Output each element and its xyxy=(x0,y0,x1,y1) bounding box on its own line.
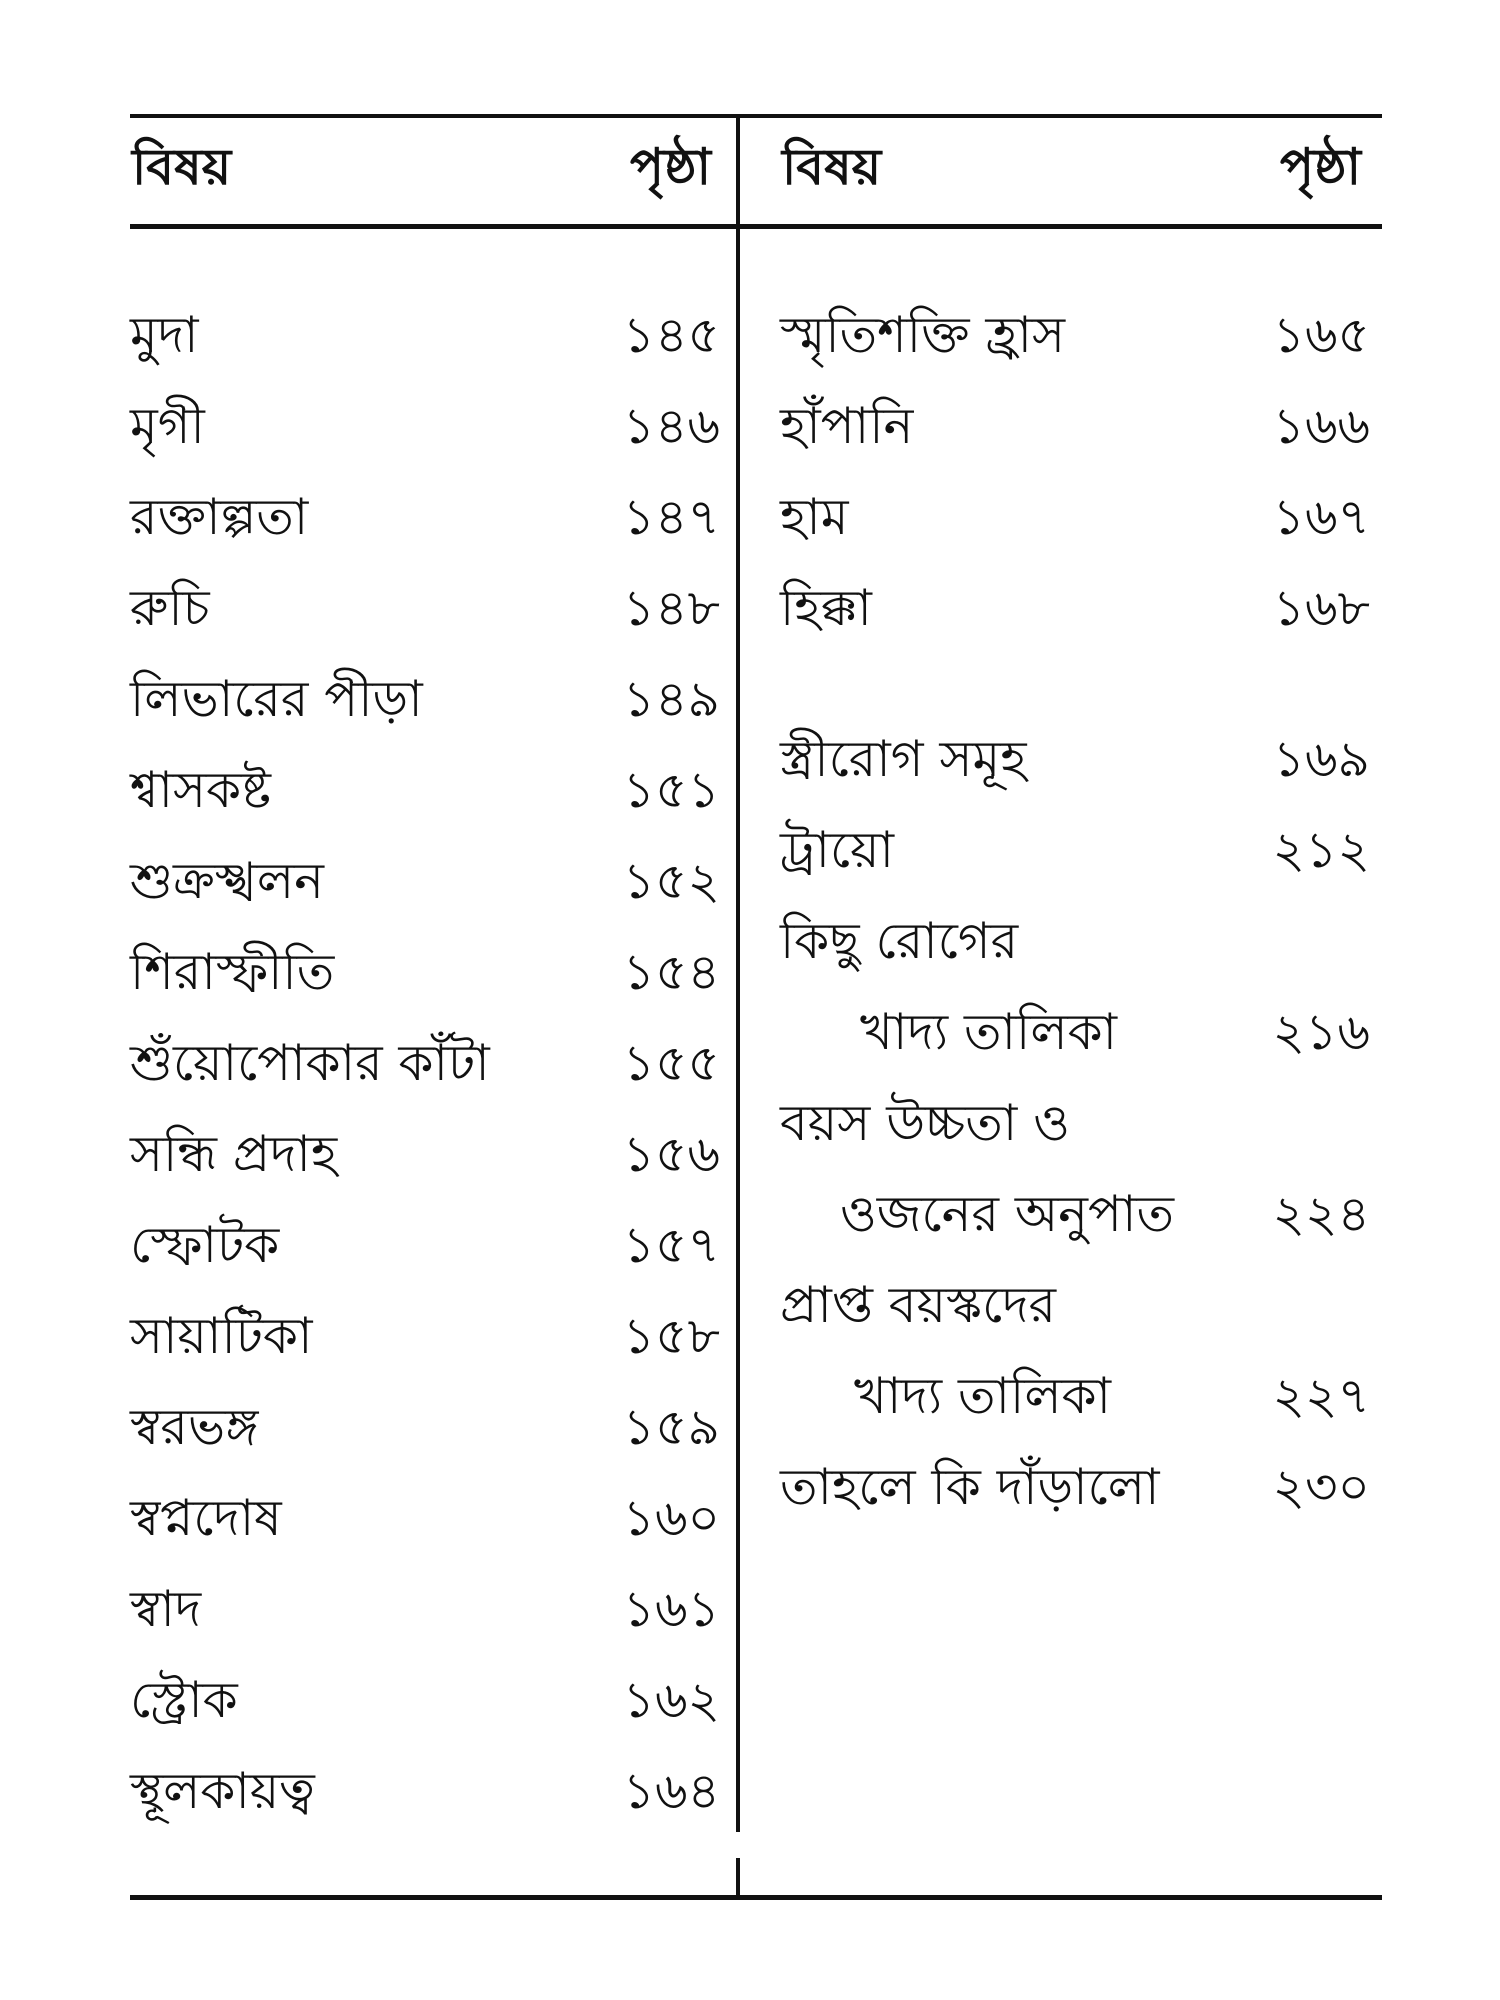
entry-page: ২১৬ xyxy=(1272,1003,1370,1061)
entry-page: ১৬৯ xyxy=(1272,730,1370,788)
toc-entry xyxy=(780,1270,1370,1361)
entry-page: ১৫৮ xyxy=(622,1307,720,1365)
toc-entry xyxy=(130,1665,720,1756)
entry-subject: ওজনের অনুপাত xyxy=(840,1185,1174,1243)
entry-subject: লিভারের পীড়া xyxy=(130,670,423,728)
entry-page: ২২৭ xyxy=(1272,1367,1370,1425)
column-divider-stub xyxy=(736,1858,740,1898)
entry-page: ১৬৭ xyxy=(1272,488,1370,546)
right-column xyxy=(780,300,1370,1543)
entry-subject: স্বাদ xyxy=(130,1580,202,1638)
column-divider xyxy=(736,114,740,1832)
toc-entry xyxy=(780,482,1370,573)
top-rule xyxy=(130,114,1382,118)
entry-page: ১৬২ xyxy=(622,1671,720,1729)
entry-page: ১৪৫ xyxy=(622,306,720,364)
toc-entry xyxy=(780,1179,1370,1270)
entry-subject: স্থূলকায়ত্ব xyxy=(130,1762,315,1820)
toc-entry xyxy=(130,1574,720,1665)
entry-subject: বয়স উচ্চতা ও xyxy=(780,1094,1070,1152)
entry-page: ১৪৭ xyxy=(622,488,720,546)
toc-entry xyxy=(780,391,1370,482)
entry-page: ১৬৬ xyxy=(1272,397,1370,455)
entry-page: ১৫১ xyxy=(622,761,720,819)
entry-page: ১৬১ xyxy=(622,1580,720,1638)
entry-subject: শুঁয়োপোকার কাঁটা xyxy=(130,1034,490,1092)
entry-subject: স্ট্রোক xyxy=(130,1671,238,1729)
entry-subject: স্বপ্নদোষ xyxy=(130,1489,282,1547)
entry-subject: কিছু রোগের xyxy=(780,912,1019,970)
toc-entry xyxy=(780,997,1370,1088)
toc-entry xyxy=(780,1361,1370,1452)
toc-entry xyxy=(780,815,1370,906)
right-subject-heading: বিষয় xyxy=(782,138,882,196)
toc-entry xyxy=(130,755,720,846)
entry-page: ১৪৯ xyxy=(622,670,720,728)
toc-entry xyxy=(780,1088,1370,1179)
toc-entry xyxy=(780,1452,1370,1543)
entry-subject: হিক্কা xyxy=(780,579,872,637)
entry-subject: তাহলে কি দাঁড়ালো xyxy=(780,1458,1160,1516)
entry-page: ১৫৬ xyxy=(622,1125,720,1183)
entry-subject: শিরাস্ফীতি xyxy=(130,943,335,1001)
entry-subject: শুক্রস্খলন xyxy=(130,852,324,910)
toc-entry xyxy=(130,1756,720,1847)
toc-entry xyxy=(130,846,720,937)
toc-entry xyxy=(130,573,720,664)
left-column xyxy=(130,300,720,1847)
toc-entry xyxy=(130,1210,720,1301)
header-rule xyxy=(130,224,1382,229)
toc-entry xyxy=(130,664,720,755)
entry-subject: স্বরভঙ্গ xyxy=(130,1398,259,1456)
toc-entry xyxy=(130,300,720,391)
entry-page: ১৫৪ xyxy=(622,943,720,1001)
toc-entry xyxy=(130,1483,720,1574)
entry-page: ২২৪ xyxy=(1272,1185,1370,1243)
toc-entry xyxy=(780,906,1370,997)
entry-page: ১৬৫ xyxy=(1272,306,1370,364)
entry-subject: স্ত্রীরোগ সমূহ xyxy=(780,730,1027,788)
entry-subject: খাদ্য তালিকা xyxy=(854,1367,1112,1425)
entry-page: ১৪৬ xyxy=(622,397,720,455)
entry-page: ১৫৭ xyxy=(622,1216,720,1274)
toc-entry xyxy=(130,1301,720,1392)
entry-subject: শ্বাসকষ্ট xyxy=(130,761,272,819)
entry-subject: ট্রায়ো xyxy=(780,821,895,879)
toc-entry xyxy=(130,937,720,1028)
entry-page: ১৫৫ xyxy=(622,1034,720,1092)
entry-page: ১৪৮ xyxy=(622,579,720,637)
entry-subject: সন্ধি প্রদাহ xyxy=(130,1125,338,1183)
entry-page: ১৬০ xyxy=(622,1489,720,1547)
toc-entry xyxy=(780,573,1370,664)
entry-page: ১৬৮ xyxy=(1272,579,1370,637)
entry-page: ১৬৪ xyxy=(622,1762,720,1820)
entry-subject: স্মৃতিশক্তি হ্রাস xyxy=(780,306,1066,364)
entry-subject: প্রাপ্ত বয়স্কদের xyxy=(780,1276,1056,1334)
entry-subject: হাম xyxy=(780,488,849,546)
entry-subject: সায়াটিকা xyxy=(130,1307,313,1365)
entry-subject: হাঁপানি xyxy=(780,397,914,455)
left-subject-heading: বিষয় xyxy=(132,138,232,196)
entry-subject: রুচি xyxy=(130,579,210,637)
toc-entry xyxy=(130,391,720,482)
entry-subject: মুদা xyxy=(130,306,199,364)
entry-page: ১৫২ xyxy=(622,852,720,910)
toc-entry xyxy=(130,1028,720,1119)
entry-page: ২৩০ xyxy=(1272,1458,1370,1516)
entry-page: ১৫৯ xyxy=(622,1398,720,1456)
bottom-rule xyxy=(130,1895,1382,1900)
toc-entry xyxy=(130,482,720,573)
entry-subject: রক্তাল্পতা xyxy=(130,488,309,546)
entry-subject: মৃগী xyxy=(130,397,205,455)
toc-entry xyxy=(780,724,1370,815)
entry-subject: খাদ্য তালিকা xyxy=(860,1003,1118,1061)
toc-entry xyxy=(130,1119,720,1210)
entry-page: ২১২ xyxy=(1272,821,1370,879)
right-page-heading: পৃষ্ঠা xyxy=(1280,138,1362,196)
toc-entry xyxy=(130,1392,720,1483)
toc-entry xyxy=(780,300,1370,391)
left-page-heading: পৃষ্ঠা xyxy=(630,138,712,196)
entry-subject: স্ফোটক xyxy=(130,1216,280,1274)
